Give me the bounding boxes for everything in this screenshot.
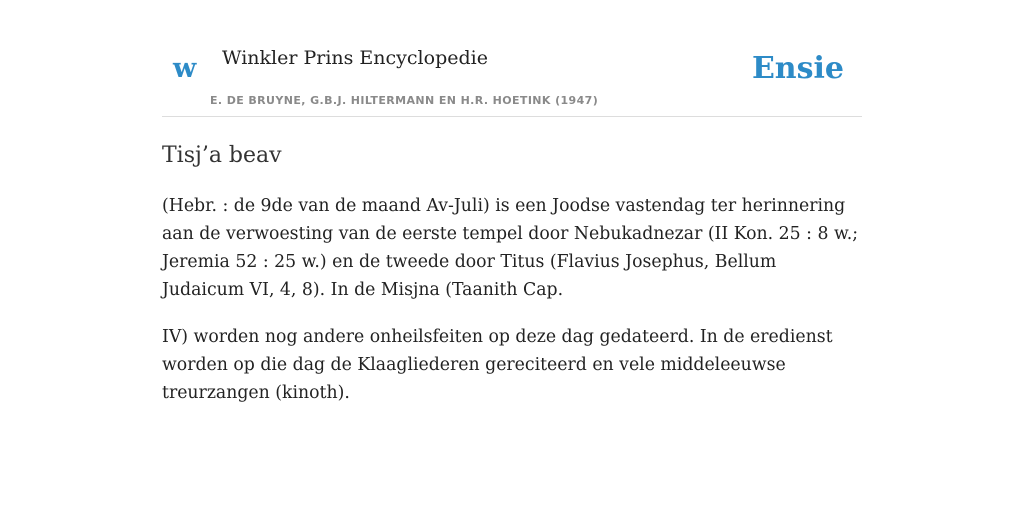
- article-page: [162, 0, 862, 407]
- article-paragraph-1: (Hebr. : de 9de van de maand Av-Juli) is een Joodse vastendag ter herinnering aan de verwoesting van de eerste tempel door Nebukadnezar (II Kon. 25 : 8 w.; Jeremia 52 : 25 w.) en de tweede door Titus (Flavius Josephus, Bellum Judaicum VI, 4, 8). In de Misjna (Taanith Cap.: [162, 196, 859, 300]
- ensie-brand-link[interactable]: Ensie: [751, 51, 844, 86]
- encyclopedia-title[interactable]: Winkler Prins Encyclopedie: [222, 47, 488, 69]
- page-header: [162, 0, 862, 117]
- article-title: Tisj’a beav: [162, 143, 282, 168]
- authors-credit: E. DE BRUYNE, G.B.J. HILTERMANN EN H.R. HOETINK (1947): [210, 94, 599, 107]
- article-paragraph-2: IV) worden nog andere onheilsfeiten op deze dag gedateerd. In de eredienst worden op die dag de Klaagliederen gereciteerd en vele middeleeuwse treurzangen (kinoth).: [162, 327, 833, 403]
- encyclopedia-logo[interactable]: w: [173, 53, 197, 84]
